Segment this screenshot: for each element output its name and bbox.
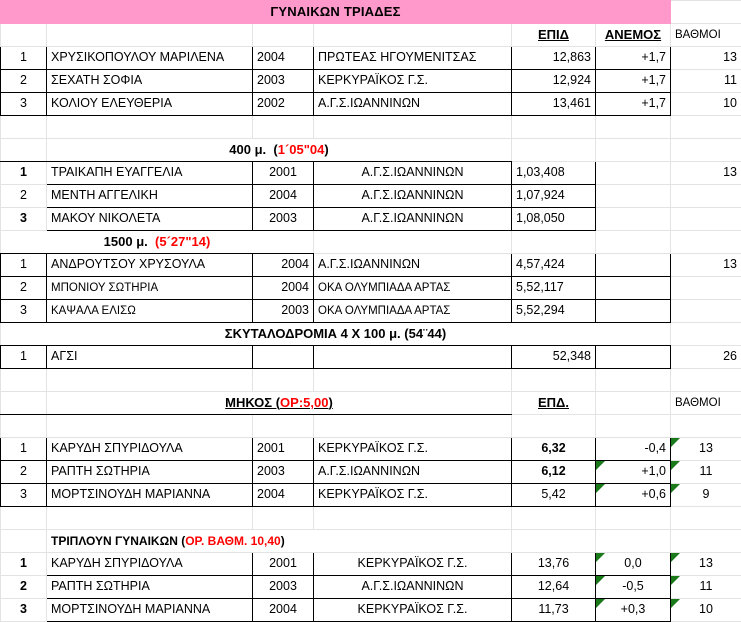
athlete-cell: ΜΟΡΤΣΙΝΟΥΔΗ ΜΑΡΙΑΝΝΑ <box>47 599 253 622</box>
year-cell: 2004 <box>253 254 314 277</box>
section-heading-row-relay <box>1 323 741 346</box>
header-epd: ΕΠΔ. <box>512 392 596 415</box>
column-header-row <box>1 24 741 47</box>
rank-cell: 2 <box>1 576 47 599</box>
spacer-row <box>1 116 741 139</box>
table-row <box>1 346 741 369</box>
rank-cell: 1 <box>1 346 47 369</box>
empty-cell <box>314 231 512 254</box>
table-row <box>1 576 741 599</box>
empty-cell <box>1 415 47 438</box>
performance-cell: 11,73 <box>512 599 596 622</box>
empty-cell <box>671 415 741 438</box>
empty-cell <box>253 415 314 438</box>
points-cell <box>671 185 741 208</box>
year-cell: 2004 <box>253 484 314 507</box>
empty-cell <box>596 116 671 139</box>
empty-cell <box>512 369 596 392</box>
club-cell: ΟΚΑ ΟΛΥΜΠΙΑΔΑ ΑΡΤΑΣ <box>314 277 512 300</box>
empty-cell <box>1 530 47 553</box>
wind-cell: +1,7 <box>596 70 671 93</box>
wind-cell: -0,5 <box>596 576 671 599</box>
performance-cell: 13,461 <box>512 93 596 116</box>
rank-cell: 2 <box>1 461 47 484</box>
page-title: ΓΥΝΑΙΚΩΝ ΤΡΙΑΔΕΣ <box>1 1 671 24</box>
athlete-cell: ΚΑΡΥΔΗ ΣΠΥΡΙΔΟΥΛΑ <box>47 438 253 461</box>
athlete-cell: ΜΠΟΝΙΟΥ ΣΩΤΗΡΙΑ <box>47 277 253 300</box>
club-cell: Α.Γ.Σ.ΙΩΑΝΝΙΝΩΝ <box>314 162 512 185</box>
empty-cell <box>512 507 596 530</box>
section-heading-row-400m <box>1 139 741 162</box>
table-row <box>1 70 741 93</box>
empty-cell <box>596 415 671 438</box>
year-cell: 2004 <box>253 277 314 300</box>
section-heading-relay: ΣΚΥΤΑΛΟΔΡΟΜΙΑ 4 Χ 100 μ. (54¨44) <box>1 323 671 346</box>
year-cell: 2003 <box>253 576 314 599</box>
empty-cell <box>1 392 47 415</box>
table-row <box>1 484 741 507</box>
performance-cell: 6,12 <box>512 461 596 484</box>
empty-cell <box>47 116 253 139</box>
empty-cell <box>596 530 671 553</box>
club-cell: Α.Γ.Σ.ΙΩΑΝΝΙΝΩΝ <box>314 208 512 231</box>
section-heading-row-1500m <box>1 231 741 254</box>
section-heading-event: ΤΡΙΠΛΟΥΝ ΓΥΝΑΙΚΩΝ ( <box>51 534 185 548</box>
section-record-mark: ΟΡ:5,00 <box>280 395 328 410</box>
athlete-cell: ΜΕΝΤΗ ΑΓΓΕΛΙΚΗ <box>47 185 253 208</box>
header-vathmoi: ΒΑΘΜΟΙ <box>671 24 741 47</box>
empty-cell <box>671 507 741 530</box>
points-cell: 13 <box>671 254 741 277</box>
club-cell <box>314 346 512 369</box>
header-anemos: ΑΝΕΜΟΣ <box>596 24 671 47</box>
points-cell: 13 <box>671 162 741 185</box>
athlete-cell: ΜΟΡΤΣΙΝΟΥΔΗ ΜΑΡΙΑΝΝΑ <box>47 484 253 507</box>
empty-cell <box>596 231 671 254</box>
performance-cell: 1,08,050 <box>512 208 596 231</box>
table-row <box>1 208 741 231</box>
rank-cell: 1 <box>1 47 47 70</box>
empty-cell <box>671 139 741 162</box>
empty-cell <box>671 231 741 254</box>
paren-close: ) <box>324 142 328 157</box>
paren-open: ( <box>273 142 277 157</box>
performance-cell: 12,924 <box>512 70 596 93</box>
year-cell: 2004 <box>253 599 314 622</box>
performance-cell: 13,76 <box>512 553 596 576</box>
performance-cell: 6,32 <box>512 438 596 461</box>
empty-cell <box>512 415 596 438</box>
table-row <box>1 93 741 116</box>
performance-cell: 5,52,117 <box>512 277 596 300</box>
empty-cell <box>47 507 253 530</box>
section-heading-row-triple-jump <box>1 530 741 553</box>
empty-cell <box>671 1 741 24</box>
empty-cell <box>671 116 741 139</box>
performance-cell: 5,42 <box>512 484 596 507</box>
rank-cell: 1 <box>1 553 47 576</box>
rank-cell: 2 <box>1 185 47 208</box>
empty-cell <box>512 530 596 553</box>
wind-cell <box>596 185 671 208</box>
rank-cell: 3 <box>1 599 47 622</box>
section-heading-distance: 400 μ. <box>229 142 266 157</box>
paren-close: ) <box>281 534 285 548</box>
empty-cell <box>596 139 671 162</box>
club-cell: ΚΕΡΚΥΡΑΪΚΟΣ Γ.Σ. <box>314 484 512 507</box>
performance-cell: 1,07,924 <box>512 185 596 208</box>
empty-cell <box>596 369 671 392</box>
section-heading-row-long-jump <box>1 392 741 415</box>
empty-cell <box>512 116 596 139</box>
year-cell: 2003 <box>253 300 314 323</box>
header-vathmoi-2: ΒΑΘΜΟΙ <box>671 392 741 415</box>
points-cell: 11 <box>671 576 741 599</box>
year-cell: 2004 <box>253 185 314 208</box>
table-row <box>1 185 741 208</box>
year-cell: 2001 <box>253 162 314 185</box>
wind-cell: +1,7 <box>596 47 671 70</box>
section-heading-event: ΜΗΚΟΣ ( <box>225 395 280 410</box>
empty-cell <box>314 24 512 47</box>
performance-cell: 4,57,424 <box>512 254 596 277</box>
empty-cell <box>512 231 596 254</box>
rank-cell: 3 <box>1 93 47 116</box>
year-cell: 2002 <box>253 93 314 116</box>
club-cell: ΠΡΩΤΕΑΣ ΗΓΟΥΜΕΝΙΤΣΑΣ <box>314 47 512 70</box>
rank-cell: 3 <box>1 208 47 231</box>
table-row <box>1 553 741 576</box>
empty-cell <box>314 415 512 438</box>
points-cell: 11 <box>671 70 741 93</box>
section-heading-1500m <box>1 231 314 254</box>
spacer-row <box>1 369 741 392</box>
table-row <box>1 300 741 323</box>
club-cell: Α.Γ.Σ.ΙΩΑΝΝΙΝΩΝ <box>314 576 512 599</box>
table-row <box>1 599 741 622</box>
rank-cell: 1 <box>1 438 47 461</box>
empty-cell <box>314 116 512 139</box>
section-record-mark: ΟΡ. ΒΑΘΜ. 10,40 <box>185 534 281 548</box>
empty-cell <box>47 415 253 438</box>
section-heading-distance: 1500 μ. <box>104 234 148 249</box>
empty-cell <box>1 24 47 47</box>
club-cell: Α.Γ.Σ.ΙΩΑΝΝΙΝΩΝ <box>314 93 512 116</box>
points-cell: 13 <box>671 47 741 70</box>
empty-cell <box>512 139 596 162</box>
athlete-cell: ΤΡΑΙΚΑΠΗ ΕΥΑΓΓΕΛΙΑ <box>47 162 253 185</box>
empty-cell <box>253 507 314 530</box>
section-record-time: 1´05"04 <box>278 142 325 157</box>
wind-cell: +0,6 <box>596 484 671 507</box>
empty-cell <box>1 116 47 139</box>
table-row <box>1 461 741 484</box>
points-cell: 10 <box>671 599 741 622</box>
performance-cell: 5,52,294 <box>512 300 596 323</box>
points-cell: 13 <box>671 553 741 576</box>
table-row <box>1 277 741 300</box>
empty-cell <box>596 507 671 530</box>
rank-cell: 2 <box>1 70 47 93</box>
header-epid: ΕΠΙΔ <box>512 24 596 47</box>
athlete-cell: ΚΟΛΙΟΥ ΕΛΕΥΘΕΡΙΑ <box>47 93 253 116</box>
empty-cell <box>253 24 314 47</box>
performance-cell: 12,64 <box>512 576 596 599</box>
wind-cell: -0,4 <box>596 438 671 461</box>
points-cell <box>671 208 741 231</box>
club-cell: ΚΕΡΚΥΡΑΪΚΟΣ Γ.Σ. <box>314 553 512 576</box>
empty-cell <box>1 507 47 530</box>
paren-close: ) <box>328 395 332 410</box>
athlete-cell: ΧΡΥΣΙΚΟΠΟΥΛΟΥ ΜΑΡΙΛΕΝΑ <box>47 47 253 70</box>
year-cell: 2003 <box>253 208 314 231</box>
rank-cell: 1 <box>1 254 47 277</box>
athlete-cell: ΚΑΨΑΛΑ ΕΛΙΣΩ <box>47 300 253 323</box>
wind-cell <box>596 162 671 185</box>
rank-cell: 3 <box>1 484 47 507</box>
empty-cell <box>253 116 314 139</box>
title-row <box>1 1 741 24</box>
athlete-cell: ΣΕΧΑΤΗ ΣΟΦΙΑ <box>47 70 253 93</box>
wind-cell <box>596 300 671 323</box>
club-cell: Α.Γ.Σ.ΙΩΑΝΝΙΝΩΝ <box>314 185 512 208</box>
section-heading-triple-jump <box>47 530 512 553</box>
rank-cell: 1 <box>1 162 47 185</box>
athlete-cell: ΜΑΚΟΥ ΝΙΚΟΛΕΤΑ <box>47 208 253 231</box>
points-cell: 11 <box>671 461 741 484</box>
year-cell: 2004 <box>253 47 314 70</box>
empty-cell <box>1 369 47 392</box>
athlete-cell: ΑΓΣΙ <box>47 346 253 369</box>
performance-cell: 1,03,408 <box>512 162 596 185</box>
empty-cell <box>47 369 253 392</box>
spacer-row <box>1 415 741 438</box>
wind-cell <box>596 346 671 369</box>
points-cell: 9 <box>671 484 741 507</box>
club-cell: ΟΚΑ ΟΛΥΜΠΙΑΔΑ ΑΡΤΑΣ <box>314 300 512 323</box>
rank-cell: 2 <box>1 277 47 300</box>
section-record-time: (5´27"14) <box>155 234 210 249</box>
club-cell: ΚΕΡΚΥΡΑΪΚΟΣ Γ.Σ. <box>314 70 512 93</box>
athlete-cell: ΑΝΔΡΟΥΤΣΟΥ ΧΡΥΣΟΥΛΑ <box>47 254 253 277</box>
table-row <box>1 254 741 277</box>
wind-cell: +1,7 <box>596 93 671 116</box>
empty-cell <box>671 323 741 346</box>
empty-cell <box>253 369 314 392</box>
performance-cell: 52,348 <box>512 346 596 369</box>
table-row <box>1 162 741 185</box>
athlete-cell: ΚΑΡΥΔΗ ΣΠΥΡΙΔΟΥΛΑ <box>47 553 253 576</box>
club-cell: ΚΕΡΚΥΡΑΪΚΟΣ Γ.Σ. <box>314 599 512 622</box>
year-cell: 2003 <box>253 70 314 93</box>
wind-cell: +1,0 <box>596 461 671 484</box>
empty-cell <box>671 369 741 392</box>
empty-cell <box>47 24 253 47</box>
points-cell <box>671 300 741 323</box>
wind-cell: 0,0 <box>596 553 671 576</box>
year-cell: 2001 <box>253 438 314 461</box>
year-cell: 2003 <box>253 461 314 484</box>
points-cell: 13 <box>671 438 741 461</box>
table-row <box>1 438 741 461</box>
empty-cell <box>1 139 47 162</box>
athlete-cell: ΡΑΠΤΗ ΣΩΤΗΡΙΑ <box>47 576 253 599</box>
club-cell: Α.Γ.Σ.ΙΩΑΝΝΙΝΩΝ <box>314 461 512 484</box>
rank-cell: 3 <box>1 300 47 323</box>
points-cell: 26 <box>671 346 741 369</box>
empty-cell <box>314 369 512 392</box>
performance-cell: 12,863 <box>512 47 596 70</box>
empty-cell <box>596 392 671 415</box>
table-row <box>1 47 741 70</box>
wind-cell: +0,3 <box>596 599 671 622</box>
club-cell: Α.Γ.Σ.ΙΩΑΝΝΙΝΩΝ <box>314 254 512 277</box>
spacer-row <box>1 507 741 530</box>
empty-cell <box>314 507 512 530</box>
empty-cell <box>671 530 741 553</box>
club-cell: ΚΕΡΚΥΡΑΪΚΟΣ Γ.Σ. <box>314 438 512 461</box>
points-cell <box>671 277 741 300</box>
year-cell <box>253 346 314 369</box>
athlete-cell: ΡΑΠΤΗ ΣΩΤΗΡΙΑ <box>47 461 253 484</box>
wind-cell <box>596 254 671 277</box>
points-cell: 10 <box>671 93 741 116</box>
section-heading-400m <box>47 139 512 162</box>
section-heading-long-jump <box>47 392 512 415</box>
year-cell: 2001 <box>253 553 314 576</box>
wind-cell <box>596 277 671 300</box>
wind-cell <box>596 208 671 231</box>
